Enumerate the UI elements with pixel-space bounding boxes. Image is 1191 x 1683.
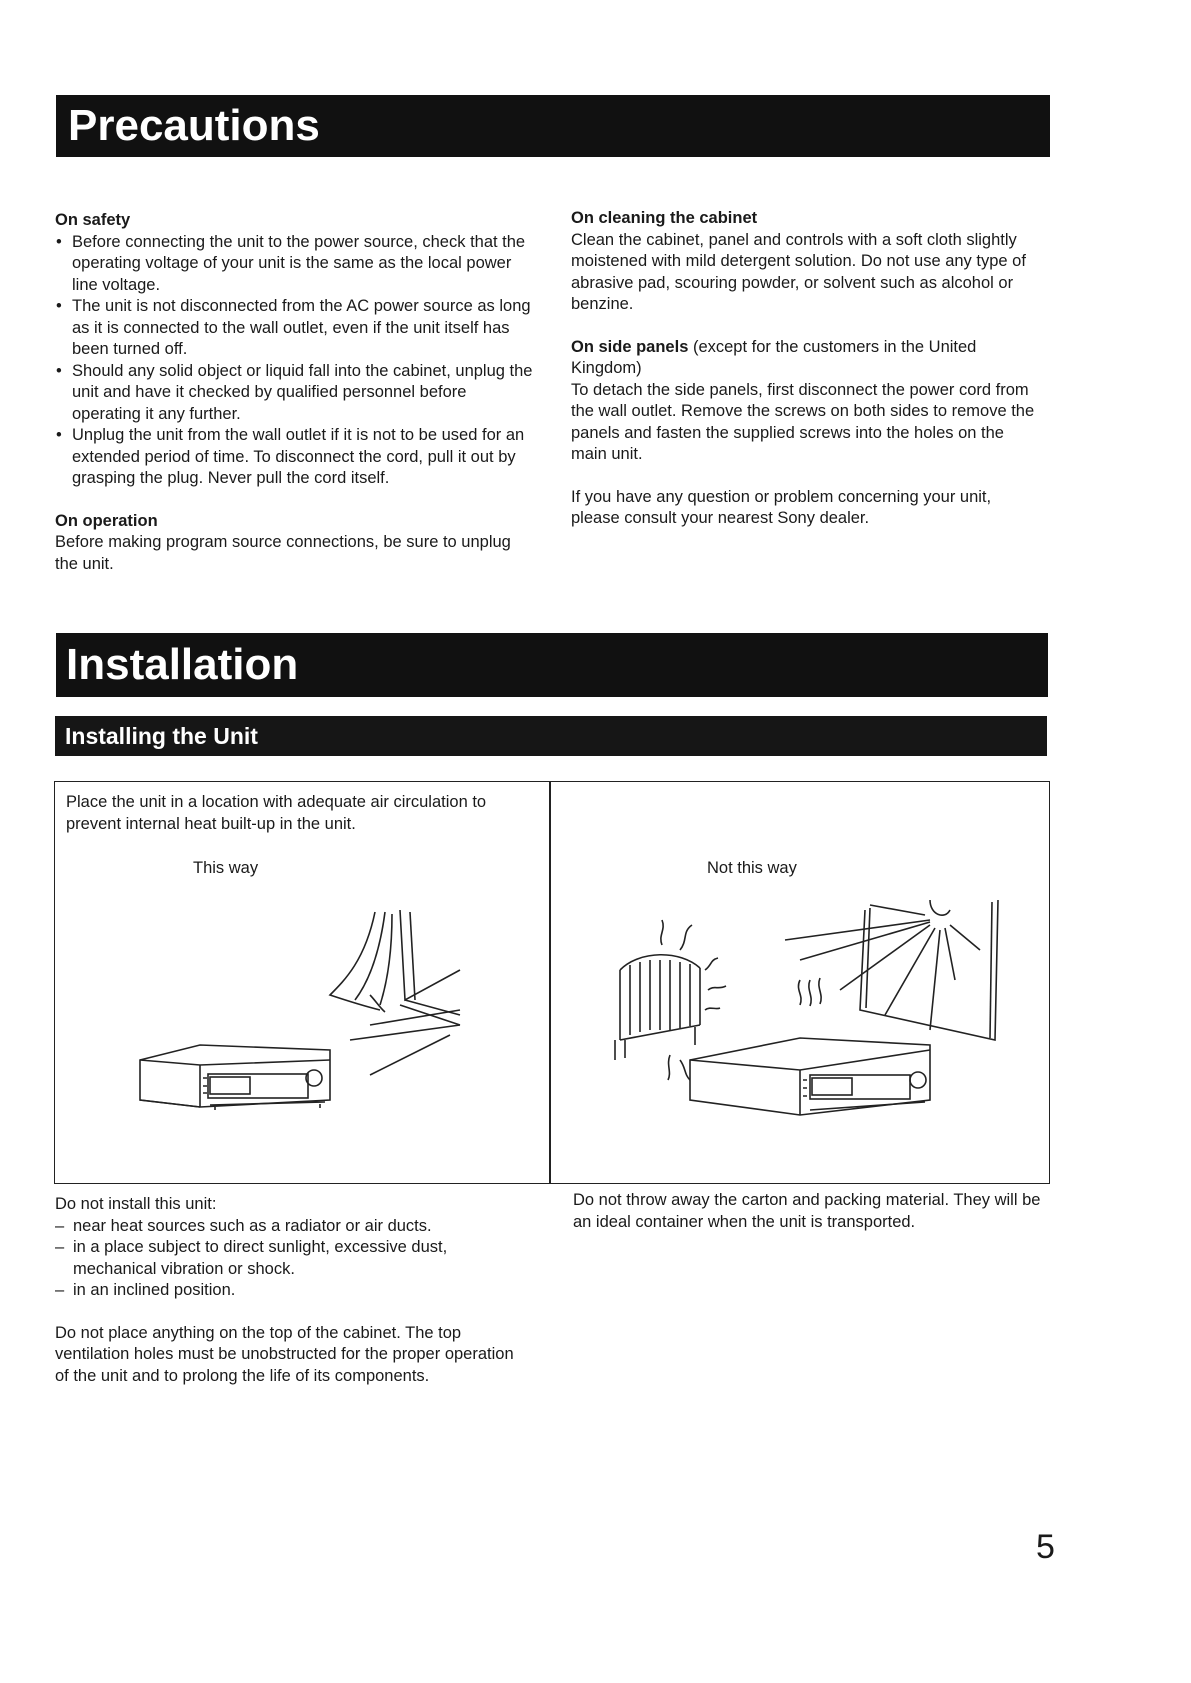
side-panels-text: To detach the side panels, first disconnect the power cord from the wall outlet. Remove the screws on both sides to remove the panels and fasten the supplied screws into the holes on the main unit. xyxy=(571,380,1035,463)
safety-item: • Should any solid object or liquid fall into the cabinet, unplug the unit and have it checked by qualified personnel before operating it any further. xyxy=(55,361,535,426)
precautions-right-column xyxy=(571,208,1041,530)
do-not-install-item: – near heat sources such as a radiator or air ducts. xyxy=(55,1216,525,1238)
safety-list xyxy=(55,232,535,490)
do-not-install-item: – in an inclined position. xyxy=(55,1280,525,1302)
bad-placement-illustration xyxy=(600,890,1040,1150)
side-panels-heading-line xyxy=(571,337,1041,380)
precautions-title: Precautions xyxy=(68,101,320,150)
carton-note: Do not throw away the carton and packing material. They will be an ideal container when the unit is transported. xyxy=(573,1191,1041,1231)
side-panels-heading: On side panels xyxy=(571,337,689,356)
do-not-install-list xyxy=(55,1216,525,1302)
good-placement-illustration xyxy=(130,900,470,1140)
top-cabinet-note: Do not place anything on the top of the cabinet. The top ventilation holes must be unobstructed for the proper operation of the unit and to prolong the life of its components. xyxy=(55,1323,514,1385)
side-panels-heading-note: (except for the customers in the United Kingdom) xyxy=(571,337,977,377)
installation-title: Installation xyxy=(66,640,299,689)
this-way-caption: This way xyxy=(193,859,259,877)
operation-heading: On operation xyxy=(55,511,158,530)
precautions-title-bar xyxy=(56,95,1050,157)
dealer-note: If you have any question or problem concerning your unit, please consult your nearest Sony dealer. xyxy=(571,487,992,527)
installing-unit-bar xyxy=(55,716,1047,756)
page-number: 5 xyxy=(1036,1528,1055,1566)
safety-item: • The unit is not disconnected from the AC power source as long as it is connected to the wall outlet, even if the unit itself has been turned off. xyxy=(55,296,535,361)
safety-item: • Before connecting the unit to the power source, check that the operating voltage of your unit is the same as the local power line voltage. xyxy=(55,232,535,297)
safety-heading: On safety xyxy=(55,211,131,229)
not-this-way-caption: Not this way xyxy=(707,859,797,877)
operation-text: Before making program source connections, be sure to unplug the unit. xyxy=(55,533,511,573)
do-not-install-heading: Do not install this unit: xyxy=(55,1195,217,1213)
installing-unit-title: Installing the Unit xyxy=(65,723,258,749)
precautions-left-column xyxy=(55,210,535,575)
box-intro: Place the unit in a location with adequate air circulation to prevent internal heat built-up in the unit. xyxy=(66,793,487,833)
cleaning-text: Clean the cabinet, panel and controls with a soft cloth slightly moistened with mild detergent solution. Do not use any type of abrasive pad, scouring powder, or solvent such as alcohol or benzine. xyxy=(571,230,1026,313)
illustration-divider xyxy=(549,782,551,1183)
installation-title-bar xyxy=(56,633,1048,697)
cleaning-heading: On cleaning the cabinet xyxy=(571,209,758,227)
do-not-install-item: – in a place subject to direct sunlight, excessive dust, mechanical vibration or shock. xyxy=(55,1237,525,1280)
safety-item: • Unplug the unit from the wall outlet if it is not to be used for an extended period of time. To disconnect the cord, pull it out by grasping the plug. Never pull the cord itself. xyxy=(55,425,535,490)
install-notes-left xyxy=(55,1194,525,1387)
